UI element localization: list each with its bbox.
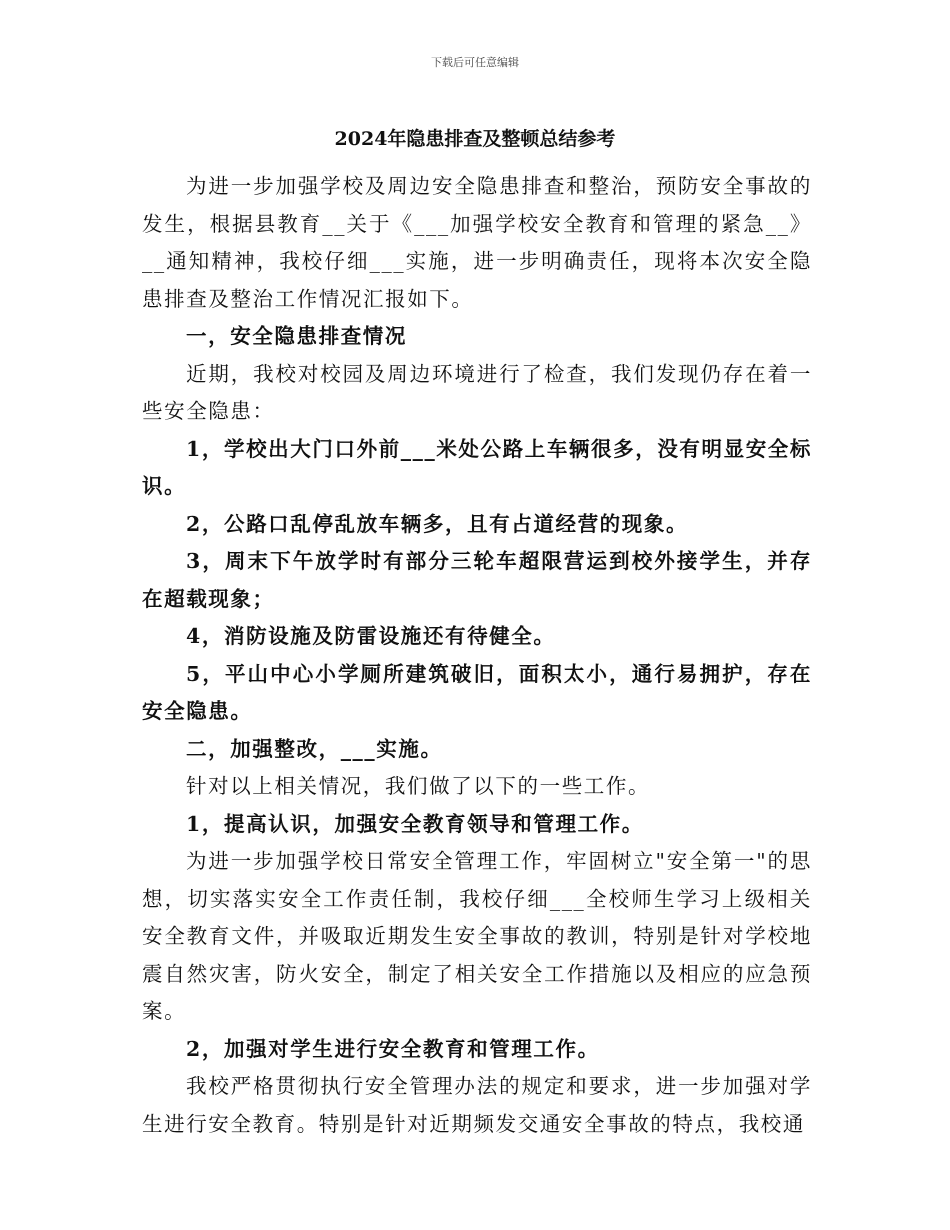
section-heading: 一，安全隐患排查情况 [186, 324, 407, 348]
document-body [142, 168, 812, 1143]
list-item: 1，学校出大门口外前___米处公路上车辆很多，没有明显安全标识。 [142, 436, 813, 498]
paragraph: 为进一步加强学校及周边安全隐患排查和整治，预防安全事故的发生，根据县教育__关于《___加强学校安全教育和管理的紧急__》__通知精神，我校仔细___实施，进一步明确责任，现将本次安全隐患排查及整治工作情况汇报如下。 [142, 174, 812, 311]
page-header-note: 下载后可任意编辑 [431, 56, 519, 69]
sub-heading: 2，加强对学生进行安全教育和管理工作。 [186, 1036, 600, 1061]
list-item: 2，公路口乱停乱放车辆多，且有占道经营的现象。 [186, 511, 689, 536]
list-item: 5，平山中心小学厕所建筑破旧，面积太小，通行易拥护，存在安全隐患。 [142, 661, 812, 723]
paragraph: 近期，我校对校园及周边环境进行了检查，我们发现仍存在着一些安全隐患： [142, 361, 812, 423]
list-item: 3，周末下午放学时有部分三轮车超限营运到校外接学生，并存在超载现象； [142, 549, 812, 611]
document-title: 2024年隐患排查及整顿总结参考 [334, 128, 616, 150]
section-heading: 二，加强整改，___实施。 [186, 736, 443, 761]
paragraph: 针对以上相关情况，我们做了以下的一些工作。 [186, 774, 651, 798]
paragraph: 为进一步加强学校日常安全管理工作，牢固树立"安全第一"的思想，切实落实安全工作责任制，我校仔细___全校师生学习上级相关安全教育文件，并吸取近期发生安全事故的教训，特别是针对学校地震自然灾害，防火安全，制定了相关安全工作措施以及相应的应急预案。 [142, 849, 812, 1023]
list-item: 4，消防设施及防雷设施还有待健全。 [186, 624, 556, 648]
sub-heading: 1，提高认识，加强安全教育领导和管理工作。 [186, 811, 644, 836]
paragraph: 我校严格贯彻执行安全管理办法的规定和要求，进一步加强对学生进行安全教育。特别是针对近期频发交通安全事故的特点，我校通 [142, 1074, 812, 1136]
